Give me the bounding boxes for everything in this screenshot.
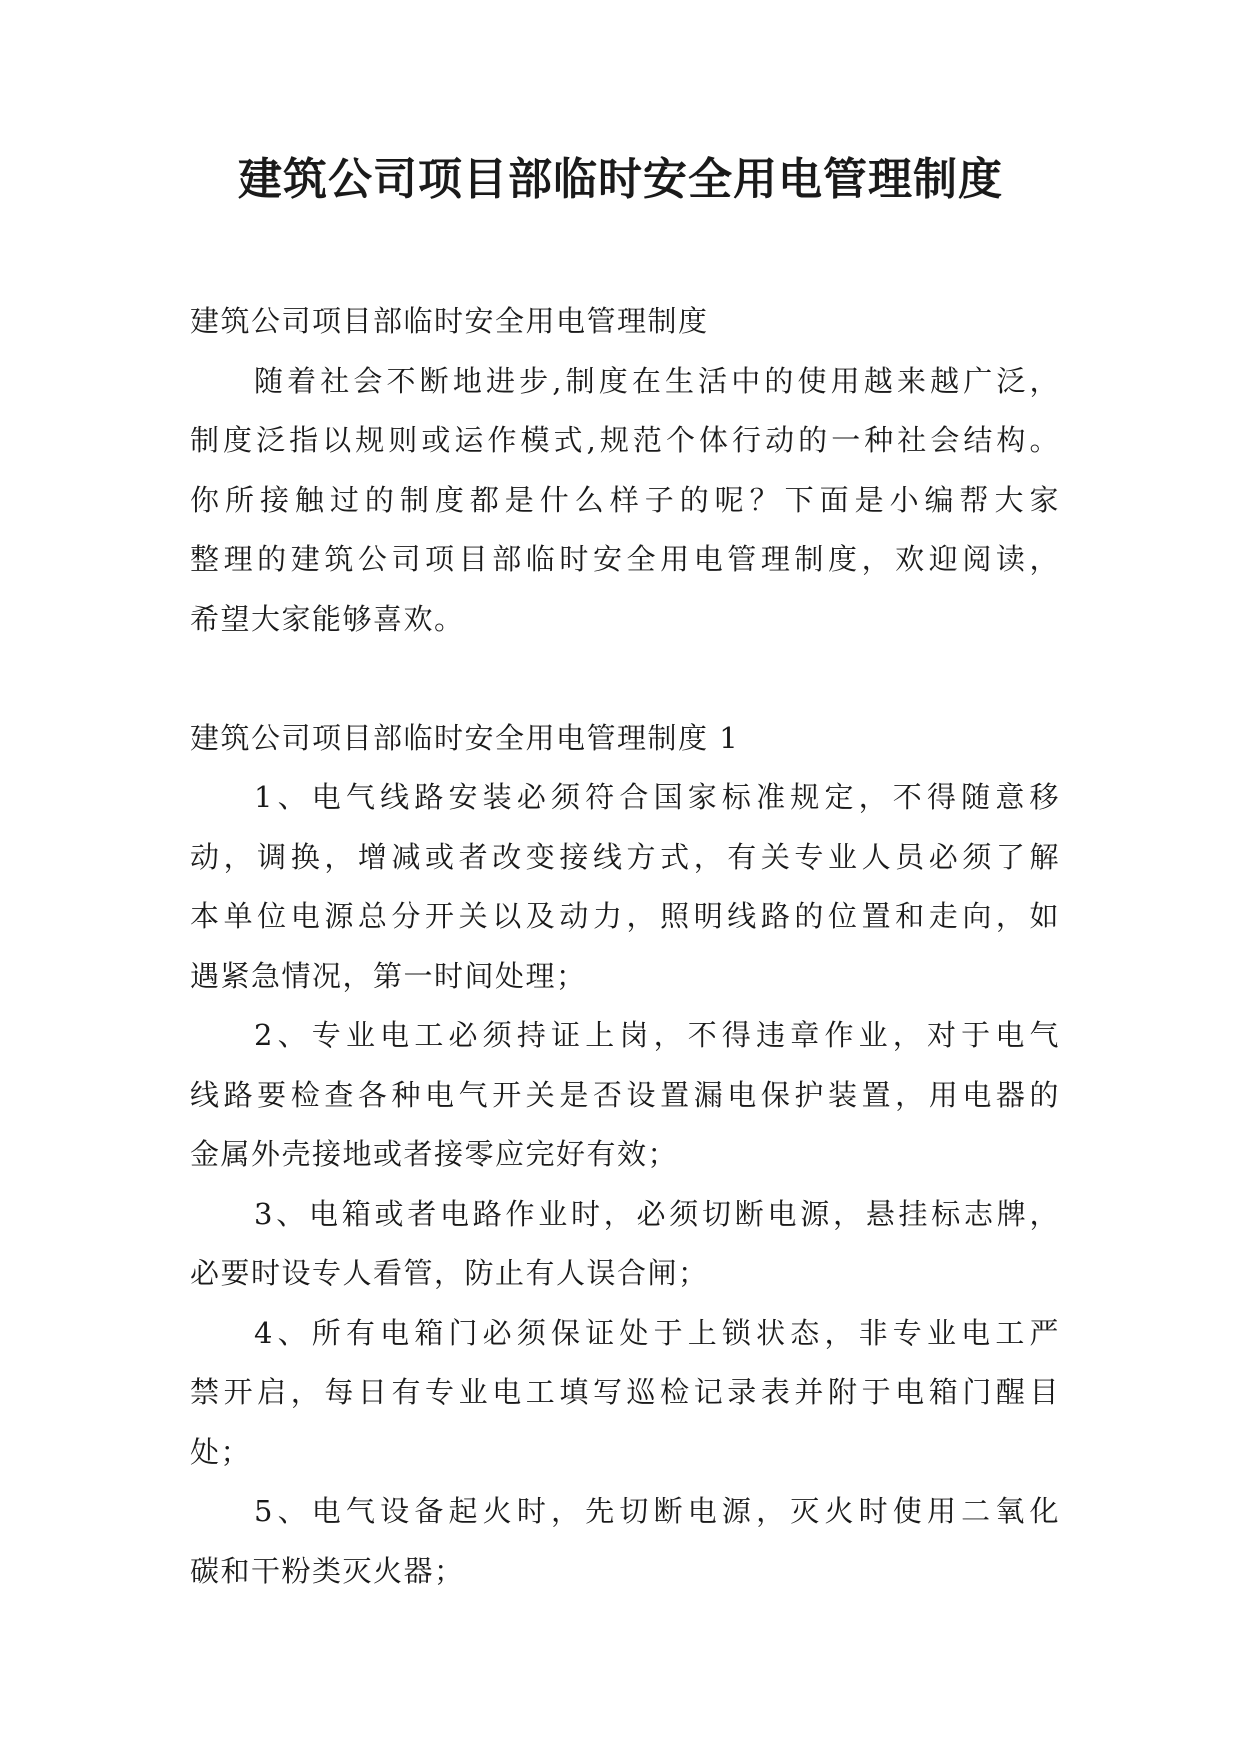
rule-item-1: [190, 768, 1060, 1006]
document-body: [190, 292, 1060, 1601]
paragraph-line: 5、电气设备起火时，先切断电源，灭火时使用二氧化: [254, 1494, 1060, 1528]
paragraph-line: 动，调换，增减或者改变接线方式，有关专业人员必须了解: [190, 839, 1060, 874]
document-title: 建筑公司项目部临时安全用电管理制度: [238, 154, 1003, 205]
paragraph-line: 处；: [190, 1434, 252, 1469]
rule-item-2: [190, 1006, 1060, 1185]
paragraph-line: 遇紧急情况，第一时间处理；: [190, 958, 587, 993]
paragraph-line: 禁开启，每日有专业电工填写巡检记录表并附于电箱门醒目: [190, 1375, 1060, 1409]
paragraph-line: 制度泛指以规则或运作模式,规范个体行动的一种社会结构。: [190, 423, 1060, 457]
paragraph-line: 随着社会不断地进步,制度在生活中的使用越来越广泛，: [254, 363, 1060, 398]
paragraph-line: 你所接触过的制度都是什么样子的呢？下面是小编帮大家: [190, 482, 1060, 517]
blank-line: [190, 649, 1060, 709]
paragraph-line: 本单位电源总分开关以及动力，照明线路的位置和走向，如: [190, 899, 1060, 933]
rule-item-3: [190, 1185, 1060, 1304]
paragraph-line: 2、专业电工必须持证上岗，不得违章作业，对于电气: [254, 1018, 1060, 1052]
paragraph-line: 碳和干粉类灭火器；: [190, 1553, 465, 1588]
paragraph-line: 整理的建筑公司项目部临时安全用电管理制度，欢迎阅读，: [190, 542, 1060, 576]
intro-paragraph: [190, 352, 1060, 650]
paragraph-line: 1、电气线路安装必须符合国家标准规定，不得随意移: [254, 780, 1060, 814]
paragraph-line: 金属外壳接地或者接零应完好有效；: [190, 1137, 679, 1171]
paragraph-line: 必要时设专人看管，防止有人误合闸；: [190, 1256, 709, 1290]
rule-item-4: [190, 1304, 1060, 1483]
rule-item-5: [190, 1482, 1060, 1601]
paragraph-line: 希望大家能够喜欢。: [190, 601, 465, 636]
paragraph-line: 3、电箱或者电路作业时，必须切断电源，悬挂标志牌，: [254, 1196, 1060, 1231]
section-heading: 建筑公司项目部临时安全用电管理制度 1: [190, 720, 740, 755]
paragraph-line: 线路要检查各种电气开关是否设置漏电保护装置，用电器的: [190, 1077, 1060, 1112]
intro-heading: 建筑公司项目部临时安全用电管理制度: [190, 304, 709, 338]
paragraph-line: 4、所有电箱门必须保证处于上锁状态，非专业电工严: [254, 1315, 1060, 1350]
